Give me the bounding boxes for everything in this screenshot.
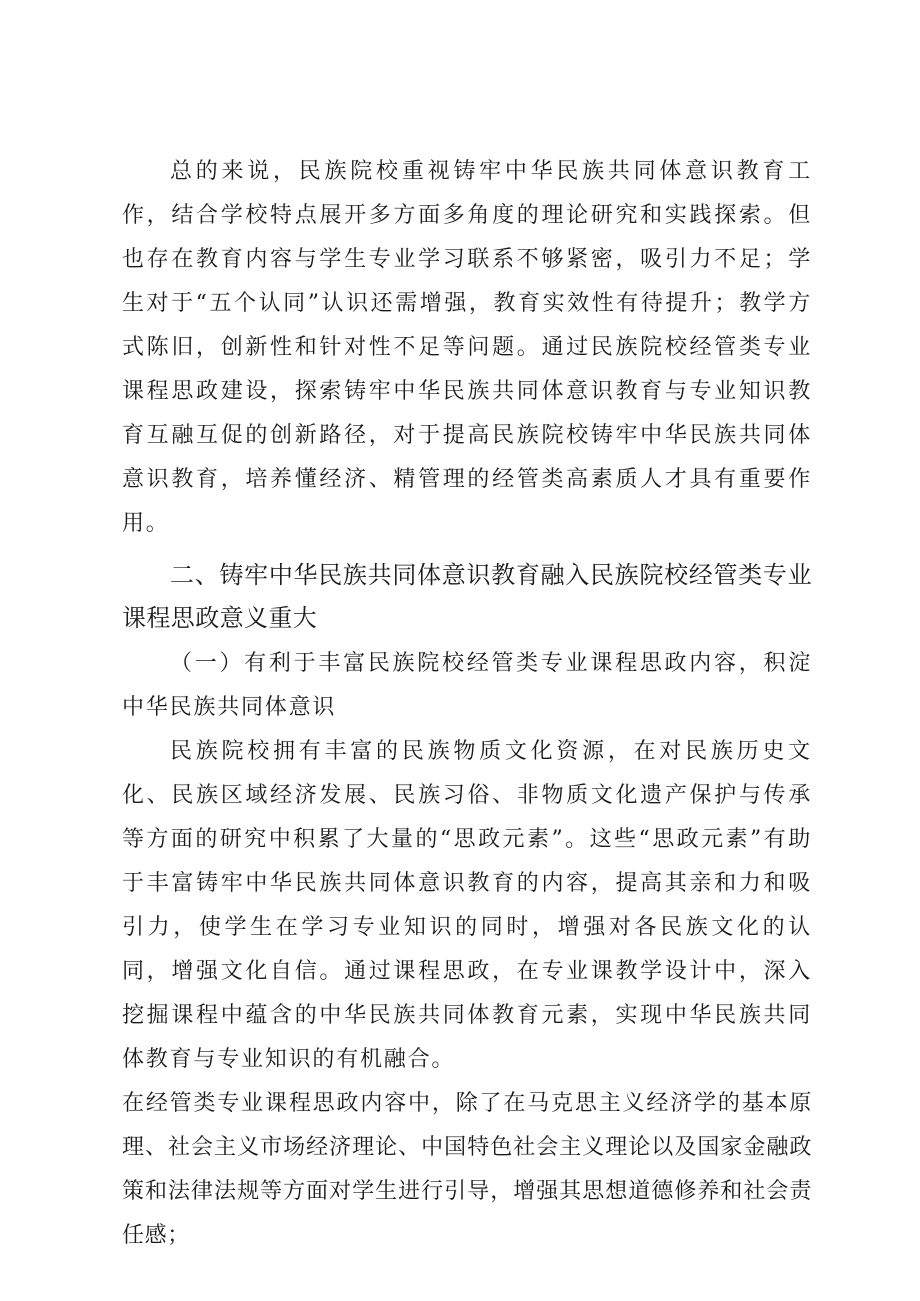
section-heading: 二、铸牢中华民族共同体意识教育融入民族院校经管类专业课程思政意义重大: [122, 561, 812, 632]
document-body: [122, 150, 812, 1258]
body-paragraph: 在经管类专业课程思政内容中，除了在马克思主义经济学的基本原理、社会主义市场经济理论、中国特色社会主义理论以及国家金融政策和法律法规等方面对学生进行引导，增强其思想道德修养和社会责任感；: [122, 1091, 812, 1248]
body-paragraph: 总的来说，民族院校重视铸牢中华民族共同体意识教育工作，结合学校特点展开多方面多角度的理论研究和实践探索。但也存在教育内容与学生专业学习联系不够紧密，吸引力不足；学生对于“五个认同”认识还需增强，教育实效性有待提升；教学方式陈旧，创新性和针对性不足等问题。通过民族院校经管类专业课程思政建设，探索铸牢中华民族共同体意识教育与专业知识教育互融互促的创新路径，对于提高民族院校铸牢中华民族共同体意识教育，培养懂经济、精管理的经管类高素质人才具有重要作用。: [122, 159, 812, 536]
subsection-heading: （一）有利于丰富民族院校经管类专业课程思政内容，积淀中华民族共同体意识: [122, 651, 812, 720]
body-paragraph: 民族院校拥有丰富的民族物质文化资源，在对民族历史文化、民族区域经济发展、民族习俗、非物质文化遗产保护与传承等方面的研究中积累了大量的“思政元素”。这些“思政元素”有助于丰富铸牢中华民族共同体意识教育的内容，提高其亲和力和吸引力，使学生在学习专业知识的同时，增强对各民族文化的认同，增强文化自信。通过课程思政，在专业课教学设计中，深入挖掘课程中蕴含的中华民族共同体教育元素，实现中华民族共同体教育与专业知识的有机融合。: [122, 739, 812, 1072]
